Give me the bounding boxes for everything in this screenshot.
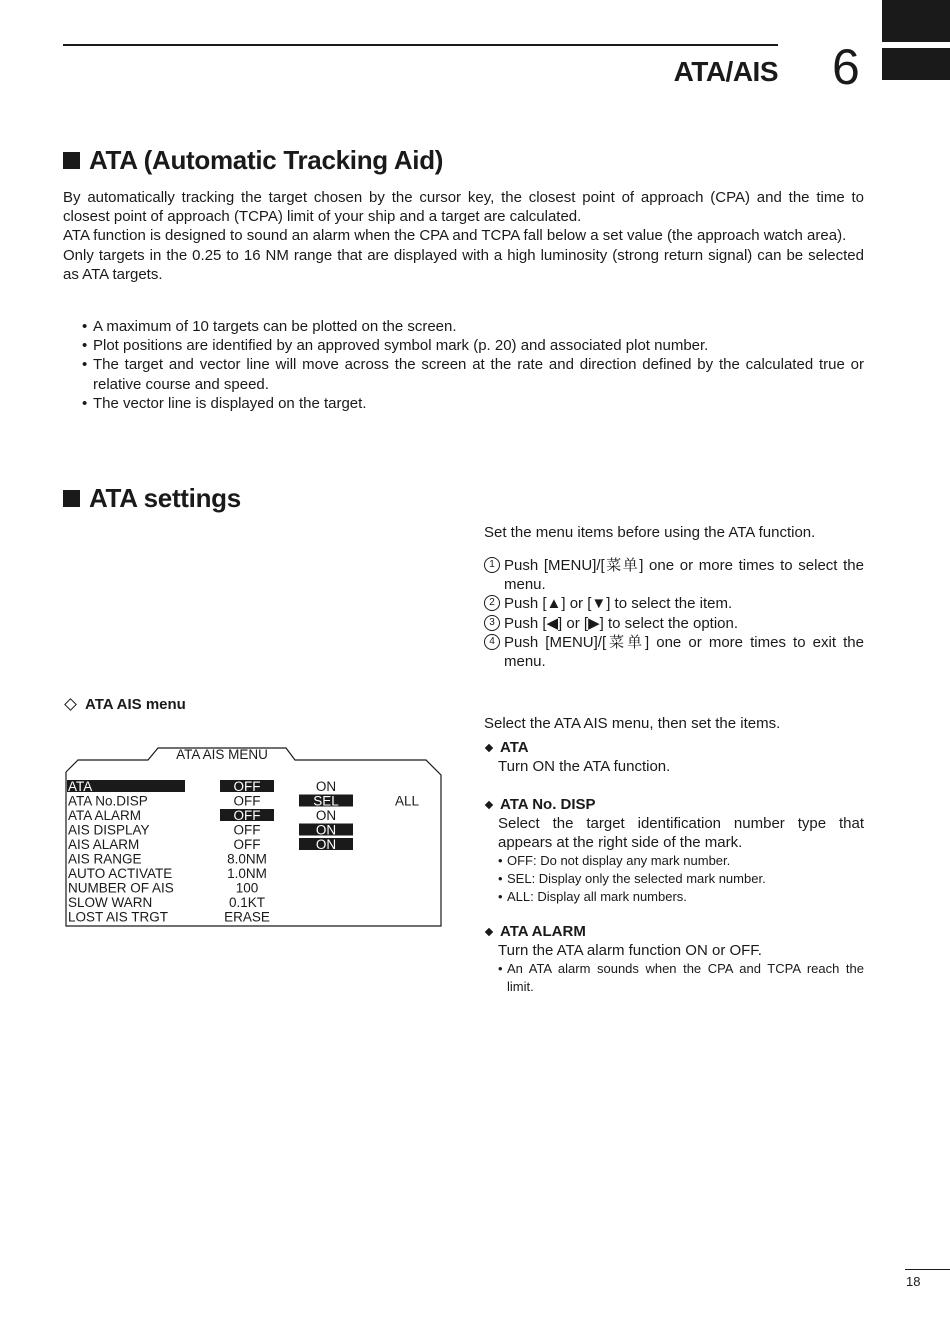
list-item: • Plot positions are identified by an approved symbol mark (p. 20) and associated plot number.	[82, 336, 864, 355]
item-ata	[484, 738, 864, 776]
step-number-icon: 3	[484, 615, 500, 631]
feature-list	[82, 317, 864, 413]
thumb-tab	[882, 0, 950, 42]
hollow-diamond-icon	[64, 698, 77, 711]
list-item: • A maximum of 10 targets can be plotted on the screen.	[82, 317, 864, 336]
item-heading	[484, 795, 864, 814]
menu-item-label: AIS RANGE	[68, 851, 142, 867]
menu-item-label: LOST AIS TRGT	[68, 909, 169, 925]
diamond-bullet-icon	[485, 743, 493, 751]
list-item: • The vector line is displayed on the target.	[82, 394, 864, 413]
paragraph: By automatically tracking the target chosen by the cursor key, the closest point of approach (CPA) and the time to closest point of approach (TCPA) limit of your ship and a target are calculated.	[63, 189, 864, 226]
step-item	[484, 633, 864, 671]
menu-option: ON	[315, 822, 337, 838]
section-title: ATA (Automatic Tracking Aid)	[89, 145, 444, 175]
list-item: • The target and vector line will move across the screen at the rate and direction defined by the calculated true or relative course and speed.	[82, 355, 864, 393]
menu-value: 1.0NM	[227, 866, 267, 881]
submenu-intro: Select the ATA AIS menu, then set the items.	[484, 715, 781, 732]
menu-item-label: ATA ALARM	[68, 808, 142, 823]
diamond-bullet-icon	[485, 927, 493, 935]
intro-text	[63, 188, 864, 284]
menu-item-label: NUMBER OF AIS	[68, 880, 174, 896]
step-item	[484, 594, 864, 613]
section-title: ATA settings	[89, 483, 241, 513]
menu-option: ON	[315, 837, 337, 852]
item-heading	[484, 738, 864, 757]
menu-title: ATA AIS MENU	[176, 747, 268, 762]
item-body: Turn ON the ATA function.	[498, 758, 671, 775]
item-title: ATA	[500, 739, 529, 756]
menu-value: 100	[235, 880, 259, 896]
menu-value: ERASE	[224, 909, 270, 925]
square-bullet-icon	[63, 152, 80, 169]
item-body: Turn the ATA alarm function ON or OFF.	[498, 942, 762, 959]
page-number: 18	[906, 1274, 921, 1289]
item-heading	[484, 922, 864, 941]
menu-option: ON	[315, 808, 337, 823]
menu-item-label: ATA	[68, 779, 93, 794]
item-body: Select the target identification number type that appears at the right side of the mark.	[498, 815, 864, 852]
ata-ais-menu-screen	[60, 742, 446, 932]
step-text: Push [◀] or [▶] to select the option.	[504, 614, 739, 632]
item-title: ATA No. DISP	[500, 796, 596, 813]
step-item	[484, 614, 864, 633]
menu-option: ON	[315, 779, 337, 794]
menu-value: OFF	[233, 808, 261, 823]
section-heading-ata	[63, 145, 443, 176]
option-notes	[484, 960, 864, 996]
step-number-icon: 2	[484, 595, 500, 611]
note-item: • OFF: Do not display any mark number.	[498, 852, 864, 870]
paragraph: Only targets in the 0.25 to 16 NM range that are displayed with a high luminosity (strong return signal) can be selected as ATA targets.	[63, 246, 864, 283]
note-item: • An ATA alarm sounds when the CPA and TCPA reach the limit.	[498, 960, 864, 996]
menu-value: 0.1KT	[228, 895, 266, 910]
paragraph: ATA function is designed to sound an alarm when the CPA and TCPA fall below a set value (the approach watch area).	[63, 227, 847, 245]
menu-rows	[67, 779, 419, 925]
square-bullet-icon	[63, 490, 80, 507]
menu-option: ALL	[394, 793, 420, 809]
item-ata-alarm	[484, 922, 864, 996]
chapter-title: ATA/AIS	[673, 56, 778, 87]
menu-value: OFF	[233, 793, 261, 809]
menu-item-label: ATA No.DISP	[68, 793, 148, 809]
item-ata-no-disp	[484, 795, 864, 906]
menu-value: 8.0NM	[227, 851, 267, 867]
chapter-number: 6	[832, 39, 860, 95]
menu-item-label: AIS ALARM	[68, 837, 140, 852]
section-heading-ata-settings	[63, 483, 241, 514]
step-item	[484, 556, 864, 594]
submenu-heading-text: ATA AIS menu	[85, 696, 186, 713]
step-text: Push [MENU]/[菜单] one or more times to exit the menu.	[504, 633, 864, 671]
settings-intro: Set the menu items before using the ATA function.	[484, 524, 816, 541]
step-text: Push [▲] or [▼] to select the item.	[504, 595, 733, 613]
menu-value: OFF	[233, 779, 261, 794]
step-number-icon: 1	[484, 557, 500, 573]
menu-item-label: AUTO ACTIVATE	[68, 866, 173, 881]
thumb-tab-lower	[882, 48, 950, 80]
menu-value: OFF	[233, 837, 261, 852]
step-text: Push [MENU]/[菜单] one or more times to select the menu.	[504, 557, 864, 594]
header-rule	[63, 44, 778, 46]
note-item: • ALL: Display all mark numbers.	[498, 888, 864, 906]
submenu-heading	[63, 696, 186, 713]
menu-value: OFF	[233, 822, 261, 838]
option-notes	[484, 852, 864, 905]
step-number-icon: 4	[484, 634, 500, 650]
item-title: ATA ALARM	[500, 923, 586, 940]
diamond-bullet-icon	[485, 800, 493, 808]
menu-item-label: AIS DISPLAY	[68, 822, 150, 838]
menu-item-label: SLOW WARN	[68, 895, 153, 910]
note-item: • SEL: Display only the selected mark number.	[498, 870, 864, 888]
menu-option: SEL	[313, 793, 339, 809]
page-rule	[905, 1269, 950, 1270]
steps-list	[484, 556, 864, 671]
